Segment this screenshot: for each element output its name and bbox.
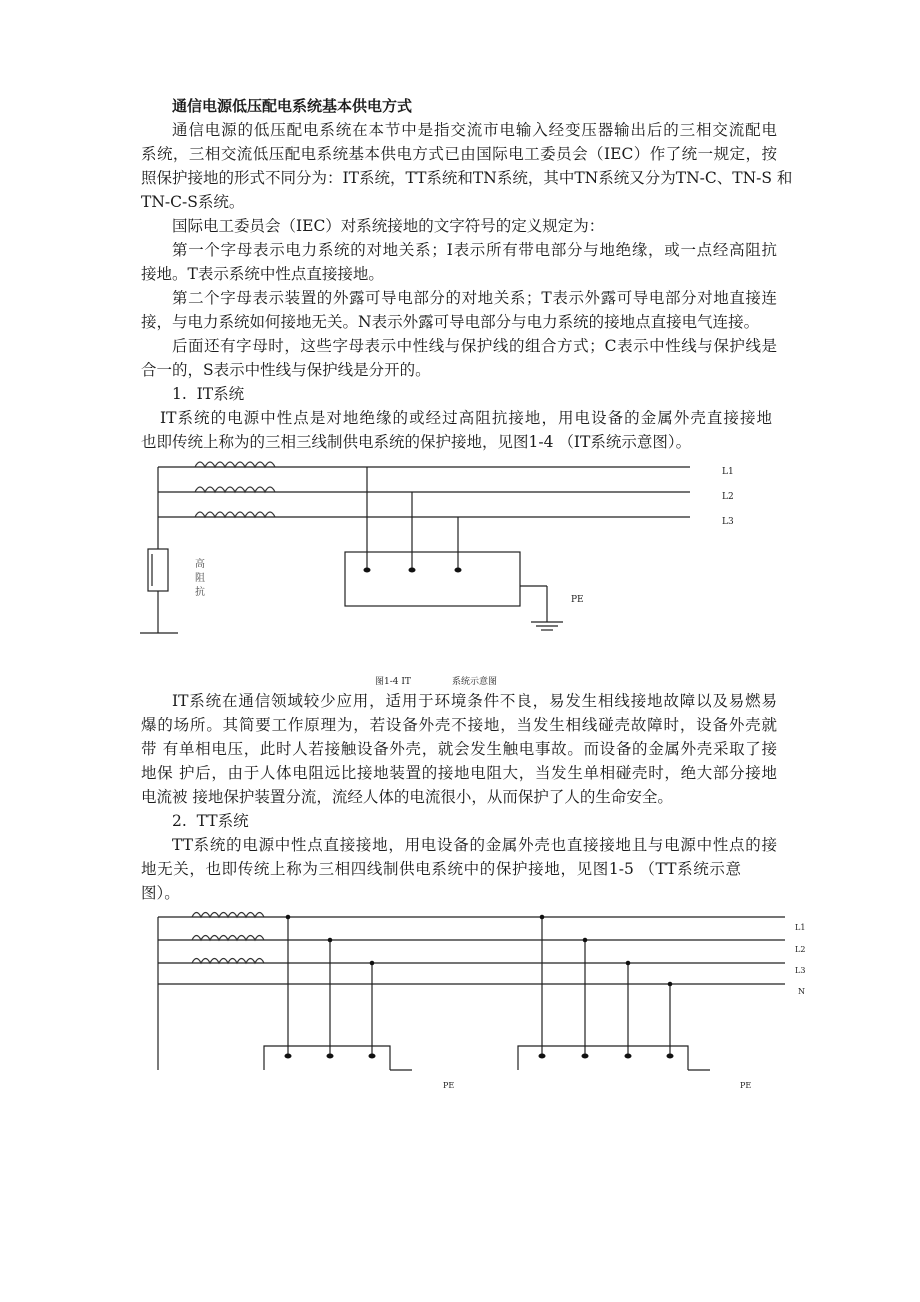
section1-after-line-4: 地保 护后，由于人体电阻远比接地装置的接地电阻大，当发生单相碰壳时，绝大部分接地 (141, 764, 777, 782)
impedance-char-2: 阻 (195, 573, 205, 584)
fig2-label-l2: L2 (795, 945, 806, 954)
tt-junction-7 (668, 982, 673, 987)
tt-system-diagram (140, 905, 820, 1095)
section2-line-3: 图）。 (141, 884, 180, 902)
tt-junction-3 (370, 961, 375, 966)
tt-junction-1 (286, 915, 291, 920)
intro-line-3: 照保护接地的形式不同分为：IT系统，TT系统和TN系统，其中TN系统又分为TN-C、TN-S 和 (141, 169, 793, 187)
tt-terminal-3 (369, 1054, 376, 1059)
tt-junction-5 (583, 938, 588, 943)
fig2-label-l1: L1 (795, 923, 806, 932)
fig2-pe-right: PE (740, 1081, 752, 1090)
fig1-label-l2: L2 (722, 492, 734, 502)
tt-terminal-4 (539, 1054, 546, 1059)
first-letter-line-2: 接地。T表示系统中性点直接接地。 (141, 265, 384, 283)
it-terminal-3 (455, 568, 462, 573)
it-terminal-2 (409, 568, 416, 573)
section1-line-2: 也即传统上称为的三相三线制供电系统的保护接地，见图1-4 （IT系统示意图）。 (141, 433, 692, 451)
fig1-caption-num: 图1-4 IT (375, 677, 411, 687)
following-letters-line-2: 合一的，S表示中性线与保护线是分开的。 (141, 361, 431, 379)
section1-after-line-2: 爆的场所。其简要工作原理为，若设备外壳不接地，当发生相线碰壳故障时，设备外壳就 (141, 716, 777, 734)
second-letter-line-1: 第二个字母表示装置的外露可导电部分的对地关系；T表示外露可导电部分对地直接连 (172, 289, 777, 307)
fig1-label-l3: L3 (722, 517, 734, 527)
section1-line-1: IT系统的电源中性点是对地绝缘的或经过高阻抗接地，用电设备的金属外壳直接接地 (160, 409, 772, 427)
fig2-label-l3: L3 (795, 966, 806, 975)
section1-heading: 1. IT系统 (172, 385, 245, 403)
tt-terminal-2 (327, 1054, 334, 1059)
fig2-pe-left: PE (443, 1081, 455, 1090)
section2-heading: 2. TT系统 (172, 812, 249, 830)
section1-after-line-1: IT系统在通信领域较少应用，适用于环境条件不良，易发生相线接地故障以及易燃易 (172, 692, 777, 710)
first-letter-line-1: 第一个字母表示电力系统的对地关系；I表示所有带电部分与地绝缘，或一点经高阻抗 (172, 241, 777, 259)
fig1-label-l1: L1 (722, 467, 734, 477)
section2-line-2: 地无关，也即传统上称为三相四线制供电系统中的保护接地，见图1-5 （TT系统示意 (141, 860, 741, 878)
tt-junction-2 (328, 938, 333, 943)
fig2-label-n: N (798, 987, 805, 996)
following-letters-line-1: 后面还有字母时，这些字母表示中性线与保护线的组合方式；C表示中性线与保护线是 (172, 337, 777, 355)
tt-junction-4 (540, 915, 545, 920)
section2-line-1: TT系统的电源中性点直接接地，用电设备的金属外壳也直接接地且与电源中性点的接 (172, 836, 777, 854)
second-letter-line-2: 接，与电力系统如何接地无关。N表示外露可导电部分与电力系统的接地点直接电气连接。 (141, 313, 760, 331)
section1-after-line-5: 电流被 接地保护装置分流，流经人体的电流很小，从而保护了人的生命安全。 (141, 788, 673, 806)
intro-line-1: 通信电源的低压配电系统在本节中是指交流市电输入经变压器输出后的三相交流配电 (172, 121, 777, 139)
tt-terminal-1 (285, 1054, 292, 1059)
fig1-caption-text: 系统示意图 (452, 677, 498, 687)
it-system-diagram (130, 455, 750, 690)
section1-after-line-3: 带 有单相电压，此时人若接触设备外壳，就会发生触电事故。而设备的金属外壳采取了接 (141, 740, 777, 758)
tt-terminal-7 (667, 1054, 674, 1059)
fig1-pe-label: PE (571, 595, 584, 605)
tt-terminal-5 (582, 1054, 589, 1059)
iec-line: 国际电工委员会（IEC）对系统接地的文字符号的定义规定为： (172, 217, 605, 235)
it-terminal-1 (364, 568, 371, 573)
intro-line-2: 系统，三相交流低压配电系统基本供电方式已由国际电工委员会（IEC）作了统一规定，按 (141, 145, 777, 163)
tt-junction-6 (626, 961, 631, 966)
impedance-char-1: 高 (195, 559, 205, 570)
doc-title: 通信电源低压配电系统基本供电方式 (172, 97, 413, 115)
impedance-char-3: 抗 (195, 587, 205, 598)
tt-terminal-6 (625, 1054, 632, 1059)
intro-line-4: TN-C-S系统。 (141, 193, 245, 211)
